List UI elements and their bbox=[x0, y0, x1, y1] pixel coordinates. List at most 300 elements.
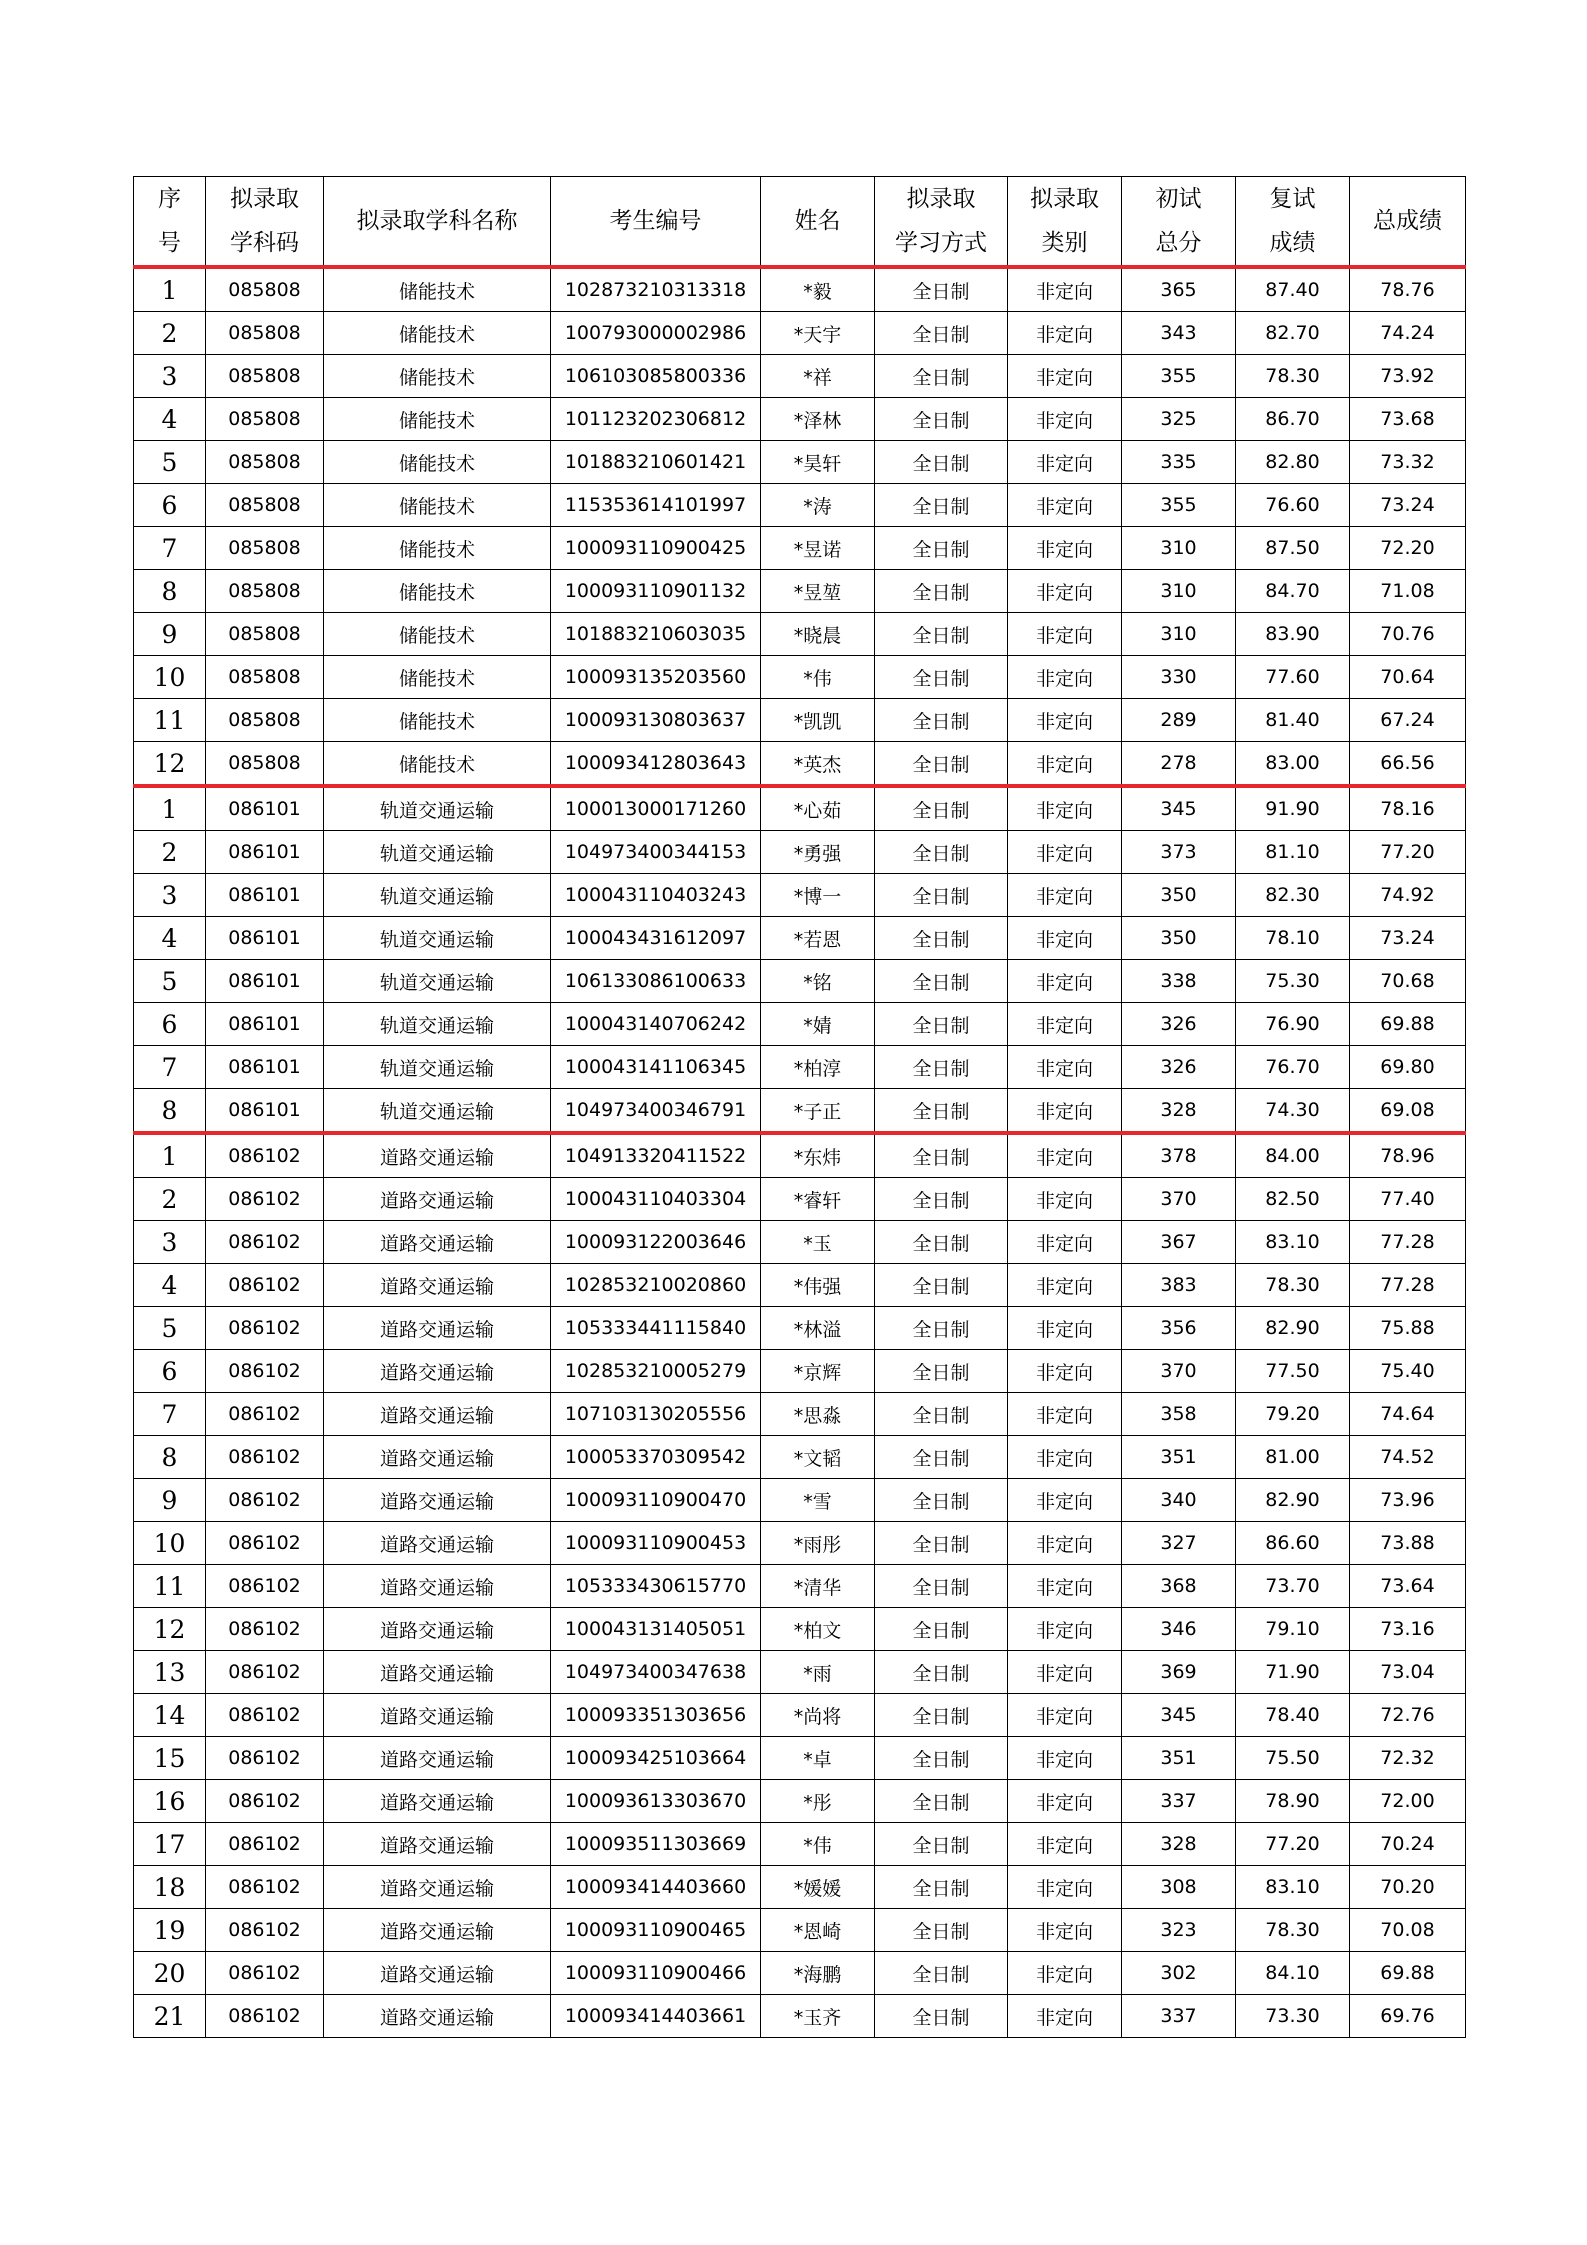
major-name-cell: 道路交通运输 bbox=[324, 1780, 551, 1823]
admission-type-cell: 非定向 bbox=[1008, 398, 1122, 441]
retest-score-cell: 78.10 bbox=[1236, 917, 1350, 960]
table-row bbox=[134, 1737, 1466, 1780]
subject-code-cell: 085808 bbox=[206, 267, 324, 312]
exam-number-cell: 100093110900465 bbox=[551, 1909, 761, 1952]
total-score-cell: 75.88 bbox=[1350, 1307, 1466, 1350]
student-name-cell: *若恩 bbox=[761, 917, 875, 960]
major-name-cell: 道路交通运输 bbox=[324, 1522, 551, 1565]
subject-code-cell: 085808 bbox=[206, 656, 324, 699]
subject-code-cell: 086102 bbox=[206, 1952, 324, 1995]
admission-type-cell: 非定向 bbox=[1008, 570, 1122, 613]
seq-cell: 7 bbox=[134, 1046, 206, 1089]
seq-cell: 8 bbox=[134, 1436, 206, 1479]
subject-code-cell: 086101 bbox=[206, 831, 324, 874]
total-score-cell: 69.08 bbox=[1350, 1089, 1466, 1134]
exam-number-cell: 105333430615770 bbox=[551, 1565, 761, 1608]
subject-code-cell: 086102 bbox=[206, 1350, 324, 1393]
subject-code-cell: 086101 bbox=[206, 786, 324, 831]
subject-code-cell: 086102 bbox=[206, 1307, 324, 1350]
exam-number-cell: 101883210603035 bbox=[551, 613, 761, 656]
seq-cell: 16 bbox=[134, 1780, 206, 1823]
subject-code-cell: 086102 bbox=[206, 1393, 324, 1436]
table-row bbox=[134, 613, 1466, 656]
student-name-cell: *雨 bbox=[761, 1651, 875, 1694]
total-score-cell: 77.28 bbox=[1350, 1221, 1466, 1264]
total-score-cell: 74.92 bbox=[1350, 874, 1466, 917]
table-row bbox=[134, 917, 1466, 960]
study-mode-cell: 全日制 bbox=[875, 267, 1008, 312]
total-score-cell: 73.24 bbox=[1350, 917, 1466, 960]
table-row bbox=[134, 1909, 1466, 1952]
exam-number-cell: 100093613303670 bbox=[551, 1780, 761, 1823]
seq-cell: 10 bbox=[134, 1522, 206, 1565]
major-name-cell: 储能技术 bbox=[324, 613, 551, 656]
exam-number-cell: 100093110901132 bbox=[551, 570, 761, 613]
study-mode-cell: 全日制 bbox=[875, 874, 1008, 917]
table-row bbox=[134, 1651, 1466, 1694]
retest-score-cell: 84.10 bbox=[1236, 1952, 1350, 1995]
total-score-cell: 75.40 bbox=[1350, 1350, 1466, 1393]
student-name-cell: *天宇 bbox=[761, 312, 875, 355]
prelim-score-cell: 302 bbox=[1122, 1952, 1236, 1995]
retest-score-cell: 71.90 bbox=[1236, 1651, 1350, 1694]
major-name-cell: 道路交通运输 bbox=[324, 1737, 551, 1780]
table-row bbox=[134, 1823, 1466, 1866]
exam-number-cell: 100093351303656 bbox=[551, 1694, 761, 1737]
exam-number-cell: 101883210601421 bbox=[551, 441, 761, 484]
table-row bbox=[134, 656, 1466, 699]
table-row bbox=[134, 1608, 1466, 1651]
subject-code-cell: 086102 bbox=[206, 1651, 324, 1694]
seq-cell: 5 bbox=[134, 1307, 206, 1350]
retest-score-cell: 81.40 bbox=[1236, 699, 1350, 742]
major-name-cell: 道路交通运输 bbox=[324, 1565, 551, 1608]
study-mode-cell: 全日制 bbox=[875, 1780, 1008, 1823]
prelim-score-cell: 365 bbox=[1122, 267, 1236, 312]
seq-cell: 11 bbox=[134, 699, 206, 742]
retest-score-cell: 82.70 bbox=[1236, 312, 1350, 355]
total-score-cell: 72.20 bbox=[1350, 527, 1466, 570]
study-mode-cell: 全日制 bbox=[875, 656, 1008, 699]
admission-type-cell: 非定向 bbox=[1008, 484, 1122, 527]
student-name-cell: *昱诺 bbox=[761, 527, 875, 570]
study-mode-cell: 全日制 bbox=[875, 831, 1008, 874]
major-name-cell: 储能技术 bbox=[324, 656, 551, 699]
major-name-cell: 道路交通运输 bbox=[324, 1178, 551, 1221]
subject-code-cell: 085808 bbox=[206, 398, 324, 441]
study-mode-cell: 全日制 bbox=[875, 527, 1008, 570]
student-name-cell: *思淼 bbox=[761, 1393, 875, 1436]
total-score-cell: 69.88 bbox=[1350, 1003, 1466, 1046]
admission-type-cell: 非定向 bbox=[1008, 527, 1122, 570]
table-row bbox=[134, 570, 1466, 613]
subject-code-cell: 085808 bbox=[206, 613, 324, 656]
retest-score-cell: 77.50 bbox=[1236, 1350, 1350, 1393]
study-mode-cell: 全日制 bbox=[875, 742, 1008, 787]
prelim-score-cell: 355 bbox=[1122, 484, 1236, 527]
exam-number-cell: 100043140706242 bbox=[551, 1003, 761, 1046]
study-mode-cell: 全日制 bbox=[875, 398, 1008, 441]
total-score-cell: 78.96 bbox=[1350, 1133, 1466, 1178]
student-name-cell: *睿轩 bbox=[761, 1178, 875, 1221]
exam-number-cell: 100013000171260 bbox=[551, 786, 761, 831]
seq-cell: 8 bbox=[134, 570, 206, 613]
prelim-score-cell: 355 bbox=[1122, 355, 1236, 398]
subject-code-cell: 086101 bbox=[206, 1003, 324, 1046]
table-row bbox=[134, 1393, 1466, 1436]
exam-number-cell: 104973400347638 bbox=[551, 1651, 761, 1694]
prelim-score-cell: 325 bbox=[1122, 398, 1236, 441]
table-row bbox=[134, 398, 1466, 441]
total-score-cell: 77.28 bbox=[1350, 1264, 1466, 1307]
exam-number-cell: 100093110900466 bbox=[551, 1952, 761, 1995]
prelim-score-cell: 350 bbox=[1122, 874, 1236, 917]
header-seq: 序 号 bbox=[134, 177, 206, 268]
admission-type-cell: 非定向 bbox=[1008, 699, 1122, 742]
study-mode-cell: 全日制 bbox=[875, 699, 1008, 742]
student-name-cell: *柏淳 bbox=[761, 1046, 875, 1089]
admission-table bbox=[133, 176, 1466, 2038]
header-type: 拟录取 类别 bbox=[1008, 177, 1122, 268]
subject-code-cell: 086101 bbox=[206, 960, 324, 1003]
seq-cell: 8 bbox=[134, 1089, 206, 1134]
study-mode-cell: 全日制 bbox=[875, 960, 1008, 1003]
table-row bbox=[134, 1866, 1466, 1909]
admission-type-cell: 非定向 bbox=[1008, 1952, 1122, 1995]
admission-type-cell: 非定向 bbox=[1008, 1608, 1122, 1651]
retest-score-cell: 81.00 bbox=[1236, 1436, 1350, 1479]
exam-number-cell: 100093425103664 bbox=[551, 1737, 761, 1780]
exam-number-cell: 100093412803643 bbox=[551, 742, 761, 787]
study-mode-cell: 全日制 bbox=[875, 1221, 1008, 1264]
retest-score-cell: 73.30 bbox=[1236, 1995, 1350, 2038]
subject-code-cell: 086102 bbox=[206, 1995, 324, 2038]
header-retest: 复试 成绩 bbox=[1236, 177, 1350, 268]
seq-cell: 3 bbox=[134, 874, 206, 917]
student-name-cell: *婧 bbox=[761, 1003, 875, 1046]
seq-cell: 9 bbox=[134, 613, 206, 656]
seq-cell: 11 bbox=[134, 1565, 206, 1608]
admission-type-cell: 非定向 bbox=[1008, 1995, 1122, 2038]
seq-cell: 17 bbox=[134, 1823, 206, 1866]
seq-cell: 13 bbox=[134, 1651, 206, 1694]
prelim-score-cell: 373 bbox=[1122, 831, 1236, 874]
retest-score-cell: 78.40 bbox=[1236, 1694, 1350, 1737]
total-score-cell: 71.08 bbox=[1350, 570, 1466, 613]
major-name-cell: 道路交通运输 bbox=[324, 1694, 551, 1737]
prelim-score-cell: 346 bbox=[1122, 1608, 1236, 1651]
major-name-cell: 道路交通运输 bbox=[324, 1823, 551, 1866]
subject-code-cell: 086101 bbox=[206, 1046, 324, 1089]
study-mode-cell: 全日制 bbox=[875, 1909, 1008, 1952]
student-name-cell: *京辉 bbox=[761, 1350, 875, 1393]
student-name-cell: *心茹 bbox=[761, 786, 875, 831]
exam-number-cell: 100093414403660 bbox=[551, 1866, 761, 1909]
study-mode-cell: 全日制 bbox=[875, 1565, 1008, 1608]
major-name-cell: 储能技术 bbox=[324, 742, 551, 787]
table-row bbox=[134, 441, 1466, 484]
admission-type-cell: 非定向 bbox=[1008, 742, 1122, 787]
major-name-cell: 轨道交通运输 bbox=[324, 960, 551, 1003]
subject-code-cell: 086101 bbox=[206, 1089, 324, 1134]
table-row bbox=[134, 1479, 1466, 1522]
study-mode-cell: 全日制 bbox=[875, 1003, 1008, 1046]
study-mode-cell: 全日制 bbox=[875, 1350, 1008, 1393]
table-row bbox=[134, 1995, 1466, 2038]
total-score-cell: 70.24 bbox=[1350, 1823, 1466, 1866]
major-name-cell: 道路交通运输 bbox=[324, 1393, 551, 1436]
student-name-cell: *卓 bbox=[761, 1737, 875, 1780]
major-name-cell: 轨道交通运输 bbox=[324, 831, 551, 874]
total-score-cell: 72.32 bbox=[1350, 1737, 1466, 1780]
prelim-score-cell: 338 bbox=[1122, 960, 1236, 1003]
total-score-cell: 77.20 bbox=[1350, 831, 1466, 874]
student-name-cell: *伟强 bbox=[761, 1264, 875, 1307]
table-row bbox=[134, 1565, 1466, 1608]
retest-score-cell: 82.30 bbox=[1236, 874, 1350, 917]
table-row bbox=[134, 1350, 1466, 1393]
total-score-cell: 66.56 bbox=[1350, 742, 1466, 787]
table-row bbox=[134, 1133, 1466, 1178]
retest-score-cell: 78.30 bbox=[1236, 1264, 1350, 1307]
total-score-cell: 70.08 bbox=[1350, 1909, 1466, 1952]
total-score-cell: 67.24 bbox=[1350, 699, 1466, 742]
study-mode-cell: 全日制 bbox=[875, 1694, 1008, 1737]
study-mode-cell: 全日制 bbox=[875, 786, 1008, 831]
prelim-score-cell: 310 bbox=[1122, 527, 1236, 570]
total-score-cell: 69.76 bbox=[1350, 1995, 1466, 2038]
subject-code-cell: 085808 bbox=[206, 527, 324, 570]
retest-score-cell: 87.40 bbox=[1236, 267, 1350, 312]
major-name-cell: 道路交通运输 bbox=[324, 1436, 551, 1479]
prelim-score-cell: 328 bbox=[1122, 1823, 1236, 1866]
seq-cell: 18 bbox=[134, 1866, 206, 1909]
major-name-cell: 储能技术 bbox=[324, 699, 551, 742]
retest-score-cell: 78.90 bbox=[1236, 1780, 1350, 1823]
exam-number-cell: 104973400346791 bbox=[551, 1089, 761, 1134]
major-name-cell: 轨道交通运输 bbox=[324, 1003, 551, 1046]
subject-code-cell: 086102 bbox=[206, 1221, 324, 1264]
exam-number-cell: 100043431612097 bbox=[551, 917, 761, 960]
major-name-cell: 道路交通运输 bbox=[324, 1995, 551, 2038]
exam-number-cell: 100043110403243 bbox=[551, 874, 761, 917]
table-row bbox=[134, 960, 1466, 1003]
retest-score-cell: 75.50 bbox=[1236, 1737, 1350, 1780]
major-name-cell: 储能技术 bbox=[324, 355, 551, 398]
total-score-cell: 73.92 bbox=[1350, 355, 1466, 398]
subject-code-cell: 085808 bbox=[206, 484, 324, 527]
admission-type-cell: 非定向 bbox=[1008, 786, 1122, 831]
admission-type-cell: 非定向 bbox=[1008, 1133, 1122, 1178]
study-mode-cell: 全日制 bbox=[875, 1436, 1008, 1479]
admission-type-cell: 非定向 bbox=[1008, 1866, 1122, 1909]
study-mode-cell: 全日制 bbox=[875, 312, 1008, 355]
study-mode-cell: 全日制 bbox=[875, 1307, 1008, 1350]
admission-type-cell: 非定向 bbox=[1008, 1307, 1122, 1350]
table-row bbox=[134, 1780, 1466, 1823]
header-row bbox=[134, 177, 1466, 268]
admission-type-cell: 非定向 bbox=[1008, 1737, 1122, 1780]
header-exam-no: 考生编号 bbox=[551, 177, 761, 268]
subject-code-cell: 086102 bbox=[206, 1178, 324, 1221]
student-name-cell: *玉 bbox=[761, 1221, 875, 1264]
table-row bbox=[134, 874, 1466, 917]
major-name-cell: 轨道交通运输 bbox=[324, 874, 551, 917]
retest-score-cell: 83.10 bbox=[1236, 1866, 1350, 1909]
seq-cell: 2 bbox=[134, 831, 206, 874]
prelim-score-cell: 350 bbox=[1122, 917, 1236, 960]
table-row bbox=[134, 742, 1466, 787]
total-score-cell: 78.76 bbox=[1350, 267, 1466, 312]
admission-type-cell: 非定向 bbox=[1008, 1651, 1122, 1694]
table-row bbox=[134, 1307, 1466, 1350]
prelim-score-cell: 356 bbox=[1122, 1307, 1236, 1350]
admission-type-cell: 非定向 bbox=[1008, 874, 1122, 917]
study-mode-cell: 全日制 bbox=[875, 1823, 1008, 1866]
admission-type-cell: 非定向 bbox=[1008, 267, 1122, 312]
admission-type-cell: 非定向 bbox=[1008, 1565, 1122, 1608]
seq-cell: 20 bbox=[134, 1952, 206, 1995]
admission-type-cell: 非定向 bbox=[1008, 441, 1122, 484]
student-name-cell: *东炜 bbox=[761, 1133, 875, 1178]
major-name-cell: 轨道交通运输 bbox=[324, 1046, 551, 1089]
seq-cell: 6 bbox=[134, 484, 206, 527]
subject-code-cell: 086102 bbox=[206, 1694, 324, 1737]
table-row bbox=[134, 1952, 1466, 1995]
major-name-cell: 道路交通运输 bbox=[324, 1909, 551, 1952]
study-mode-cell: 全日制 bbox=[875, 441, 1008, 484]
exam-number-cell: 100093135203560 bbox=[551, 656, 761, 699]
admission-type-cell: 非定向 bbox=[1008, 1221, 1122, 1264]
table-row bbox=[134, 1221, 1466, 1264]
prelim-score-cell: 328 bbox=[1122, 1089, 1236, 1134]
retest-score-cell: 77.60 bbox=[1236, 656, 1350, 699]
admission-type-cell: 非定向 bbox=[1008, 312, 1122, 355]
retest-score-cell: 87.50 bbox=[1236, 527, 1350, 570]
retest-score-cell: 83.00 bbox=[1236, 742, 1350, 787]
table-row bbox=[134, 831, 1466, 874]
seq-cell: 4 bbox=[134, 1264, 206, 1307]
header-mode: 拟录取 学习方式 bbox=[875, 177, 1008, 268]
prelim-score-cell: 335 bbox=[1122, 441, 1236, 484]
major-name-cell: 轨道交通运输 bbox=[324, 917, 551, 960]
subject-code-cell: 086102 bbox=[206, 1264, 324, 1307]
major-name-cell: 储能技术 bbox=[324, 398, 551, 441]
admission-type-cell: 非定向 bbox=[1008, 1393, 1122, 1436]
major-name-cell: 道路交通运输 bbox=[324, 1479, 551, 1522]
retest-score-cell: 83.90 bbox=[1236, 613, 1350, 656]
table-row bbox=[134, 267, 1466, 312]
major-name-cell: 储能技术 bbox=[324, 312, 551, 355]
study-mode-cell: 全日制 bbox=[875, 1651, 1008, 1694]
retest-score-cell: 79.20 bbox=[1236, 1393, 1350, 1436]
admission-type-cell: 非定向 bbox=[1008, 1046, 1122, 1089]
subject-code-cell: 086102 bbox=[206, 1608, 324, 1651]
prelim-score-cell: 310 bbox=[1122, 570, 1236, 613]
total-score-cell: 70.68 bbox=[1350, 960, 1466, 1003]
seq-cell: 2 bbox=[134, 312, 206, 355]
student-name-cell: *玉齐 bbox=[761, 1995, 875, 2038]
header-name: 姓名 bbox=[761, 177, 875, 268]
table-row bbox=[134, 1522, 1466, 1565]
study-mode-cell: 全日制 bbox=[875, 1393, 1008, 1436]
prelim-score-cell: 358 bbox=[1122, 1393, 1236, 1436]
total-score-cell: 69.80 bbox=[1350, 1046, 1466, 1089]
seq-cell: 1 bbox=[134, 1133, 206, 1178]
student-name-cell: *恩崎 bbox=[761, 1909, 875, 1952]
seq-cell: 3 bbox=[134, 1221, 206, 1264]
prelim-score-cell: 343 bbox=[1122, 312, 1236, 355]
student-name-cell: *彤 bbox=[761, 1780, 875, 1823]
admission-type-cell: 非定向 bbox=[1008, 831, 1122, 874]
retest-score-cell: 83.10 bbox=[1236, 1221, 1350, 1264]
table-row bbox=[134, 1436, 1466, 1479]
seq-cell: 12 bbox=[134, 1608, 206, 1651]
exam-number-cell: 102853210005279 bbox=[551, 1350, 761, 1393]
total-score-cell: 74.64 bbox=[1350, 1393, 1466, 1436]
exam-number-cell: 100093110900425 bbox=[551, 527, 761, 570]
total-score-cell: 70.20 bbox=[1350, 1866, 1466, 1909]
prelim-score-cell: 378 bbox=[1122, 1133, 1236, 1178]
admission-type-cell: 非定向 bbox=[1008, 917, 1122, 960]
study-mode-cell: 全日制 bbox=[875, 1089, 1008, 1134]
subject-code-cell: 085808 bbox=[206, 355, 324, 398]
subject-code-cell: 086101 bbox=[206, 917, 324, 960]
admission-type-cell: 非定向 bbox=[1008, 656, 1122, 699]
study-mode-cell: 全日制 bbox=[875, 1952, 1008, 1995]
student-name-cell: *泽林 bbox=[761, 398, 875, 441]
table-row bbox=[134, 1046, 1466, 1089]
subject-code-cell: 086101 bbox=[206, 874, 324, 917]
retest-score-cell: 81.10 bbox=[1236, 831, 1350, 874]
prelim-score-cell: 340 bbox=[1122, 1479, 1236, 1522]
total-score-cell: 69.88 bbox=[1350, 1952, 1466, 1995]
study-mode-cell: 全日制 bbox=[875, 484, 1008, 527]
admission-type-cell: 非定向 bbox=[1008, 1350, 1122, 1393]
student-name-cell: *媛媛 bbox=[761, 1866, 875, 1909]
study-mode-cell: 全日制 bbox=[875, 613, 1008, 656]
major-name-cell: 道路交通运输 bbox=[324, 1307, 551, 1350]
student-name-cell: *雨彤 bbox=[761, 1522, 875, 1565]
admission-type-cell: 非定向 bbox=[1008, 960, 1122, 1003]
seq-cell: 4 bbox=[134, 398, 206, 441]
retest-score-cell: 86.60 bbox=[1236, 1522, 1350, 1565]
subject-code-cell: 085808 bbox=[206, 312, 324, 355]
admission-type-cell: 非定向 bbox=[1008, 355, 1122, 398]
exam-number-cell: 107103130205556 bbox=[551, 1393, 761, 1436]
seq-cell: 3 bbox=[134, 355, 206, 398]
total-score-cell: 78.16 bbox=[1350, 786, 1466, 831]
retest-score-cell: 77.20 bbox=[1236, 1823, 1350, 1866]
total-score-cell: 77.40 bbox=[1350, 1178, 1466, 1221]
student-name-cell: *清华 bbox=[761, 1565, 875, 1608]
total-score-cell: 73.68 bbox=[1350, 398, 1466, 441]
study-mode-cell: 全日制 bbox=[875, 1737, 1008, 1780]
admission-type-cell: 非定向 bbox=[1008, 613, 1122, 656]
retest-score-cell: 82.90 bbox=[1236, 1479, 1350, 1522]
exam-number-cell: 106133086100633 bbox=[551, 960, 761, 1003]
table-row bbox=[134, 355, 1466, 398]
admission-type-cell: 非定向 bbox=[1008, 1522, 1122, 1565]
exam-number-cell: 100093414403661 bbox=[551, 1995, 761, 2038]
major-name-cell: 道路交通运输 bbox=[324, 1133, 551, 1178]
table-row bbox=[134, 786, 1466, 831]
major-name-cell: 储能技术 bbox=[324, 441, 551, 484]
total-score-cell: 74.24 bbox=[1350, 312, 1466, 355]
admission-type-cell: 非定向 bbox=[1008, 1178, 1122, 1221]
subject-code-cell: 085808 bbox=[206, 570, 324, 613]
retest-score-cell: 78.30 bbox=[1236, 355, 1350, 398]
